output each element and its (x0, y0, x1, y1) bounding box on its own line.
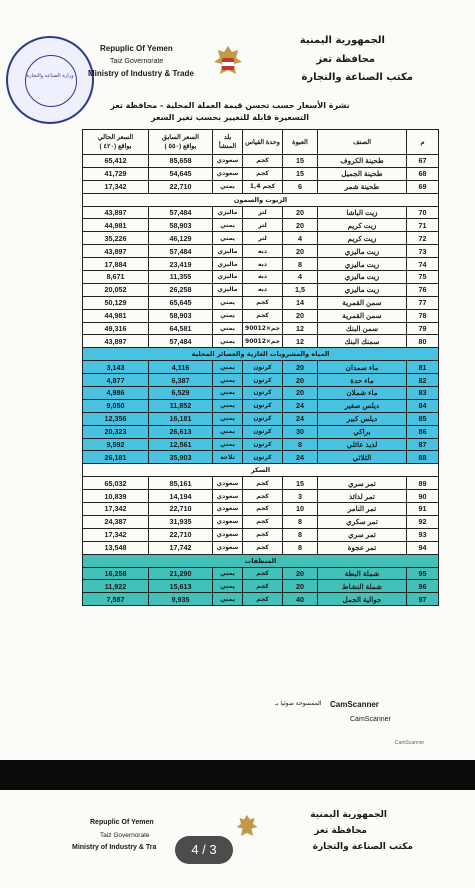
cell-item: زيت ماليزي (318, 271, 407, 284)
cell-pack: 20 (283, 580, 318, 593)
cell-new-price: 65,032 (83, 477, 149, 490)
cell-item: سمن البنك (318, 322, 407, 335)
cell-unit: كجم (243, 528, 283, 541)
cell-num: 85 (407, 412, 439, 425)
cell-new-price: 50,129 (83, 296, 149, 309)
cell-old-price: 31,935 (149, 515, 213, 528)
cell-new-price: 17,342 (83, 528, 149, 541)
cell-num: 93 (407, 528, 439, 541)
cell-origin: يمني (213, 232, 243, 245)
col-header-old-price: السعر السابق بواقع (٥٥٠ ) (149, 130, 213, 155)
cell-pack: 8 (283, 258, 318, 271)
col-header-origin: بلد المنشأ (213, 130, 243, 155)
table-row (83, 412, 439, 425)
cell-old-price: 15,613 (149, 580, 213, 593)
cell-old-price: 6,387 (149, 374, 213, 387)
cell-pack: 20 (283, 567, 318, 580)
table-row (83, 232, 439, 245)
cell-pack: 30 (283, 425, 318, 438)
cell-num: 68 (407, 167, 439, 180)
table-row (83, 296, 439, 309)
cell-origin: سعودي (213, 528, 243, 541)
table-row (83, 593, 439, 606)
cell-pack: 10 (283, 503, 318, 516)
camscanner-label-3: CamScanner (395, 740, 425, 746)
cell-old-price: 85,658 (149, 155, 213, 168)
header-en-line2: Taiz Governorate (110, 58, 164, 65)
cell-item: تمر سكري (318, 515, 407, 528)
cell-origin: يمني (213, 219, 243, 232)
cell-pack: 1,5 (283, 283, 318, 296)
cell-origin: سعودي (213, 155, 243, 168)
cell-item: براكي (318, 425, 407, 438)
cell-item: شملة البطة (318, 567, 407, 580)
section-label: الزيوت والسمون (83, 193, 439, 206)
cell-item: طحينة الكروف (318, 155, 407, 168)
cell-origin: ماليزي (213, 245, 243, 258)
col-header-pack: العبوة (283, 130, 318, 155)
cell-origin: ماليزي (213, 258, 243, 271)
table-row (83, 206, 439, 219)
cell-old-price: 22,710 (149, 528, 213, 541)
cell-pack: 4 (283, 271, 318, 284)
cell-origin: يمني (213, 425, 243, 438)
cell-unit: كرتون (243, 399, 283, 412)
table-row (83, 335, 439, 348)
cell-unit: كجم (243, 541, 283, 554)
cell-unit: كرتون (243, 361, 283, 374)
cell-item: سمن القمرية (318, 309, 407, 322)
page2-en-line3: Ministry of Industry & Tra (72, 844, 157, 851)
table-row (83, 541, 439, 554)
cell-item: ماء حدة (318, 374, 407, 387)
cell-pack: 15 (283, 155, 318, 168)
cell-old-price: 23,419 (149, 258, 213, 271)
cell-old-price: 9,935 (149, 593, 213, 606)
cell-num: 90 (407, 490, 439, 503)
cell-origin: سعودي (213, 490, 243, 503)
cell-old-price: 6,529 (149, 387, 213, 400)
cell-num: 67 (407, 155, 439, 168)
cell-old-price: 11,355 (149, 271, 213, 284)
cell-pack: 8 (283, 541, 318, 554)
cell-new-price: 7,587 (83, 593, 149, 606)
cell-num: 75 (407, 271, 439, 284)
cell-item: زيت كريم (318, 219, 407, 232)
cell-pack: 20 (283, 245, 318, 258)
cell-new-price: 65,412 (83, 155, 149, 168)
cell-old-price: 64,581 (149, 322, 213, 335)
table-row (83, 258, 439, 271)
table-header-row (83, 130, 439, 155)
cell-pack: 20 (283, 219, 318, 232)
cell-num: 70 (407, 206, 439, 219)
cell-unit: كجم (243, 167, 283, 180)
cell-old-price: 35,903 (149, 451, 213, 464)
cell-num: 73 (407, 245, 439, 258)
table-row (83, 528, 439, 541)
cell-origin: يمني (213, 374, 243, 387)
cell-old-price: 65,645 (149, 296, 213, 309)
cell-new-price: 35,226 (83, 232, 149, 245)
cell-pack: 3 (283, 490, 318, 503)
table-row (83, 387, 439, 400)
cell-item: سمن القمرية (318, 296, 407, 309)
cell-item: تمر لذائذ (318, 490, 407, 503)
section-label: المنظفات (83, 554, 439, 567)
cell-item: تمر سري (318, 477, 407, 490)
cell-new-price: 20,323 (83, 425, 149, 438)
cell-new-price: 20,052 (83, 283, 149, 296)
cell-item: شملة النشاط (318, 580, 407, 593)
price-table (82, 129, 439, 606)
cell-num: 91 (407, 503, 439, 516)
table-row (83, 219, 439, 232)
cell-unit: كرتون (243, 438, 283, 451)
cell-item: زيت ماليزي (318, 283, 407, 296)
cell-origin: يمني (213, 567, 243, 580)
page2-yemen-emblem-icon (232, 812, 262, 842)
cell-pack: 24 (283, 451, 318, 464)
cell-old-price: 26,258 (149, 283, 213, 296)
cell-item: طحينة الجميل (318, 167, 407, 180)
cell-unit: كجم (243, 567, 283, 580)
cell-pack: 24 (283, 399, 318, 412)
cell-origin: ماليزي (213, 271, 243, 284)
cell-new-price: 44,981 (83, 219, 149, 232)
table-row (83, 167, 439, 180)
cell-num: 96 (407, 580, 439, 593)
cell-unit: كرتون (243, 425, 283, 438)
cell-new-price: 41,729 (83, 167, 149, 180)
cell-unit: كجم (243, 155, 283, 168)
cell-new-price: 11,922 (83, 580, 149, 593)
cell-item: ماء سمدان (318, 361, 407, 374)
cell-old-price: 22,710 (149, 180, 213, 193)
cell-unit: كجم (243, 503, 283, 516)
cell-num: 72 (407, 232, 439, 245)
cell-origin: يمني (213, 387, 243, 400)
cell-origin: يمني (213, 399, 243, 412)
cell-unit: كجم (243, 490, 283, 503)
cell-pack: 8 (283, 515, 318, 528)
camscanner-label-2: CamScanner (350, 716, 391, 723)
camscanner-label-1: CamScanner (330, 700, 379, 709)
yemen-emblem-icon (208, 42, 248, 82)
cell-num: 84 (407, 399, 439, 412)
cell-pack: 8 (283, 528, 318, 541)
cell-unit: 1,4 كجم (243, 180, 283, 193)
cell-new-price: 4,986 (83, 387, 149, 400)
cell-old-price: 57,484 (149, 335, 213, 348)
cell-origin: يمني (213, 361, 243, 374)
seal-text: وزارة الصناعة والتجارة (26, 73, 74, 80)
col-header-new-price: السعر الحالي بواقع (٤٢٠ ) (83, 130, 149, 155)
cell-item: جوالية الجمل (318, 593, 407, 606)
cell-pack: 40 (283, 593, 318, 606)
table-row (83, 515, 439, 528)
table-section-row (83, 554, 439, 567)
cell-num: 94 (407, 541, 439, 554)
table-row (83, 155, 439, 168)
cell-pack: 8 (283, 438, 318, 451)
cell-unit: لتر (243, 232, 283, 245)
cell-old-price: 12,561 (149, 438, 213, 451)
cell-num: 92 (407, 515, 439, 528)
cell-old-price: 57,484 (149, 245, 213, 258)
table-row (83, 245, 439, 258)
cell-item: زيت كريم (318, 232, 407, 245)
cell-num: 80 (407, 335, 439, 348)
page-indicator[interactable]: 4 / 3 (175, 836, 233, 864)
cell-origin: سعودي (213, 541, 243, 554)
cell-new-price: 4,877 (83, 374, 149, 387)
cell-num: 95 (407, 567, 439, 580)
table-row (83, 283, 439, 296)
table-row (83, 322, 439, 335)
table-row (83, 361, 439, 374)
cell-old-price: 57,484 (149, 206, 213, 219)
cell-unit: كرتون (243, 412, 283, 425)
page2-ar-line2: محافظة تعز (314, 826, 367, 836)
table-row (83, 477, 439, 490)
col-header-unit: وحدة القياس (243, 130, 283, 155)
cell-pack: 15 (283, 167, 318, 180)
cell-pack: 6 (283, 180, 318, 193)
cell-item: تمر عجوة (318, 541, 407, 554)
cell-pack: 20 (283, 361, 318, 374)
cell-pack: 12 (283, 322, 318, 335)
cell-item: الثلاثي (318, 451, 407, 464)
cell-unit: كرتون (243, 374, 283, 387)
table-section-row (83, 348, 439, 361)
cell-pack: 4 (283, 232, 318, 245)
table-row (83, 490, 439, 503)
cell-num: 87 (407, 438, 439, 451)
table-row (83, 580, 439, 593)
cell-new-price: 17,884 (83, 258, 149, 271)
cell-origin: يمني (213, 335, 243, 348)
cell-new-price: 43,897 (83, 206, 149, 219)
cell-unit: دبه (243, 271, 283, 284)
cell-num: 88 (407, 451, 439, 464)
cell-unit: كجم (243, 580, 283, 593)
cell-origin: يمني (213, 412, 243, 425)
document-page-2 (0, 790, 475, 888)
cell-origin: يمني (213, 438, 243, 451)
table-row (83, 438, 439, 451)
doc-title-line1: نشرة الأسعار حسب تحسن قيمة العملة المحلية - محافظة تعز (110, 101, 350, 110)
cell-item: تمر النامر (318, 503, 407, 516)
col-header-num: م (407, 130, 439, 155)
cell-origin: سعودي (213, 515, 243, 528)
cell-old-price: 58,903 (149, 309, 213, 322)
cell-num: 71 (407, 219, 439, 232)
cell-unit: 900جم×12 (243, 322, 283, 335)
cell-origin: يمني (213, 296, 243, 309)
cell-origin: سعودي (213, 477, 243, 490)
cell-num: 74 (407, 258, 439, 271)
cell-unit: دبه (243, 283, 283, 296)
section-label: المياه والمشروبات الغازية والعصائر المحلية (83, 348, 439, 361)
header-ar-line1: الجمهورية اليمنية (299, 35, 385, 46)
cell-num: 89 (407, 477, 439, 490)
cell-old-price: 46,129 (149, 232, 213, 245)
cell-pack: 24 (283, 412, 318, 425)
cell-unit: كجم (243, 593, 283, 606)
cell-num: 97 (407, 593, 439, 606)
cell-unit: دبه (243, 245, 283, 258)
price-table-body (83, 155, 439, 606)
cell-unit: كجم (243, 296, 283, 309)
cell-num: 83 (407, 387, 439, 400)
cell-new-price: 9,050 (83, 399, 149, 412)
page2-ar-line3: مكتب الصناعة والتجارة (312, 842, 413, 852)
cell-pack: 12 (283, 335, 318, 348)
table-row (83, 399, 439, 412)
cell-new-price: 10,839 (83, 490, 149, 503)
cell-pack: 20 (283, 309, 318, 322)
cell-new-price: 44,981 (83, 309, 149, 322)
cell-item: زيت ماليزي (318, 245, 407, 258)
cell-item: لذيذ عائلي (318, 438, 407, 451)
table-row (83, 567, 439, 580)
cell-pack: 20 (283, 206, 318, 219)
cell-new-price: 17,342 (83, 180, 149, 193)
cell-new-price: 17,342 (83, 503, 149, 516)
cell-unit: كرتون (243, 451, 283, 464)
cell-old-price: 14,194 (149, 490, 213, 503)
cell-origin: ماليزي (213, 283, 243, 296)
cell-pack: 20 (283, 387, 318, 400)
cell-new-price: 26,181 (83, 451, 149, 464)
table-row (83, 309, 439, 322)
cell-new-price: 16,258 (83, 567, 149, 580)
cell-origin: سعودي (213, 167, 243, 180)
cell-origin: ماليزي (213, 206, 243, 219)
cell-unit: 900جم×12 (243, 335, 283, 348)
table-row (83, 180, 439, 193)
header-en-line1: Repuplic Of Yemen (100, 44, 173, 53)
table-row (83, 374, 439, 387)
cell-num: 82 (407, 374, 439, 387)
cell-item: طحينة شمر (318, 180, 407, 193)
cell-item: ديلس كبير (318, 412, 407, 425)
cell-item: ديلس صغير (318, 399, 407, 412)
cell-new-price: 43,897 (83, 245, 149, 258)
cell-new-price: 49,316 (83, 322, 149, 335)
cell-old-price: 16,181 (149, 412, 213, 425)
cell-new-price: 3,143 (83, 361, 149, 374)
cell-new-price: 24,387 (83, 515, 149, 528)
cell-old-price: 26,613 (149, 425, 213, 438)
cell-old-price: 17,742 (149, 541, 213, 554)
page2-en-line2: Taiz Governorate (100, 832, 150, 839)
cell-num: 78 (407, 309, 439, 322)
table-row (83, 503, 439, 516)
cell-unit: دبه (243, 258, 283, 271)
cell-unit: لتر (243, 206, 283, 219)
cell-item: ماء شملان (318, 387, 407, 400)
page2-en-line1: Repuplic Of Yemen (90, 819, 154, 826)
cell-origin: يمني (213, 593, 243, 606)
cell-unit: كجم (243, 309, 283, 322)
cell-unit: لتر (243, 219, 283, 232)
header-en-line3: Ministry of Industry & Trade (88, 69, 194, 78)
cell-item: زيت ماليزي (318, 258, 407, 271)
table-row (83, 425, 439, 438)
cell-new-price: 8,671 (83, 271, 149, 284)
cell-new-price: 43,897 (83, 335, 149, 348)
cell-num: 86 (407, 425, 439, 438)
camscanner-label-1-ar: الممسوحة ضوئيا بـ (275, 700, 322, 707)
cell-pack: 15 (283, 477, 318, 490)
cell-old-price: 58,903 (149, 219, 213, 232)
cell-old-price: 22,710 (149, 503, 213, 516)
cell-num: 76 (407, 283, 439, 296)
page-separator (0, 760, 475, 790)
cell-old-price: 4,116 (149, 361, 213, 374)
cell-unit: كجم (243, 515, 283, 528)
cell-origin: سعودي (213, 503, 243, 516)
cell-old-price: 54,645 (149, 167, 213, 180)
cell-unit: كرتون (243, 387, 283, 400)
table-section-row (83, 193, 439, 206)
cell-pack: 20 (283, 374, 318, 387)
cell-origin: ثلاجة (213, 451, 243, 464)
cell-new-price: 12,356 (83, 412, 149, 425)
cell-new-price: 13,548 (83, 541, 149, 554)
cell-origin: يمني (213, 322, 243, 335)
cell-origin: يمني (213, 580, 243, 593)
cell-num: 79 (407, 322, 439, 335)
table-section-row (83, 464, 439, 477)
cell-item: زيت الباشا (318, 206, 407, 219)
cell-num: 77 (407, 296, 439, 309)
cell-origin: يمني (213, 180, 243, 193)
col-header-item: الصنف (318, 130, 407, 155)
section-label: السكر (83, 464, 439, 477)
cell-item: سمنك البنك (318, 335, 407, 348)
table-row (83, 271, 439, 284)
cell-old-price: 21,290 (149, 567, 213, 580)
cell-num: 69 (407, 180, 439, 193)
cell-old-price: 11,852 (149, 399, 213, 412)
header-ar-line3: مكتب الصناعة والتجارة (301, 72, 413, 83)
cell-origin: يمني (213, 309, 243, 322)
table-row (83, 451, 439, 464)
cell-pack: 14 (283, 296, 318, 309)
header-ar-line2: محافظة تعز (316, 54, 375, 65)
cell-num: 81 (407, 361, 439, 374)
cell-unit: كجم (243, 477, 283, 490)
page2-ar-line1: الجمهورية اليمنية (310, 810, 387, 820)
cell-old-price: 85,161 (149, 477, 213, 490)
cell-new-price: 9,592 (83, 438, 149, 451)
cell-item: تمر سري (318, 528, 407, 541)
doc-title-line2: التسعيرة قابلة للتغيير بحسب تغير السعر (151, 113, 309, 122)
